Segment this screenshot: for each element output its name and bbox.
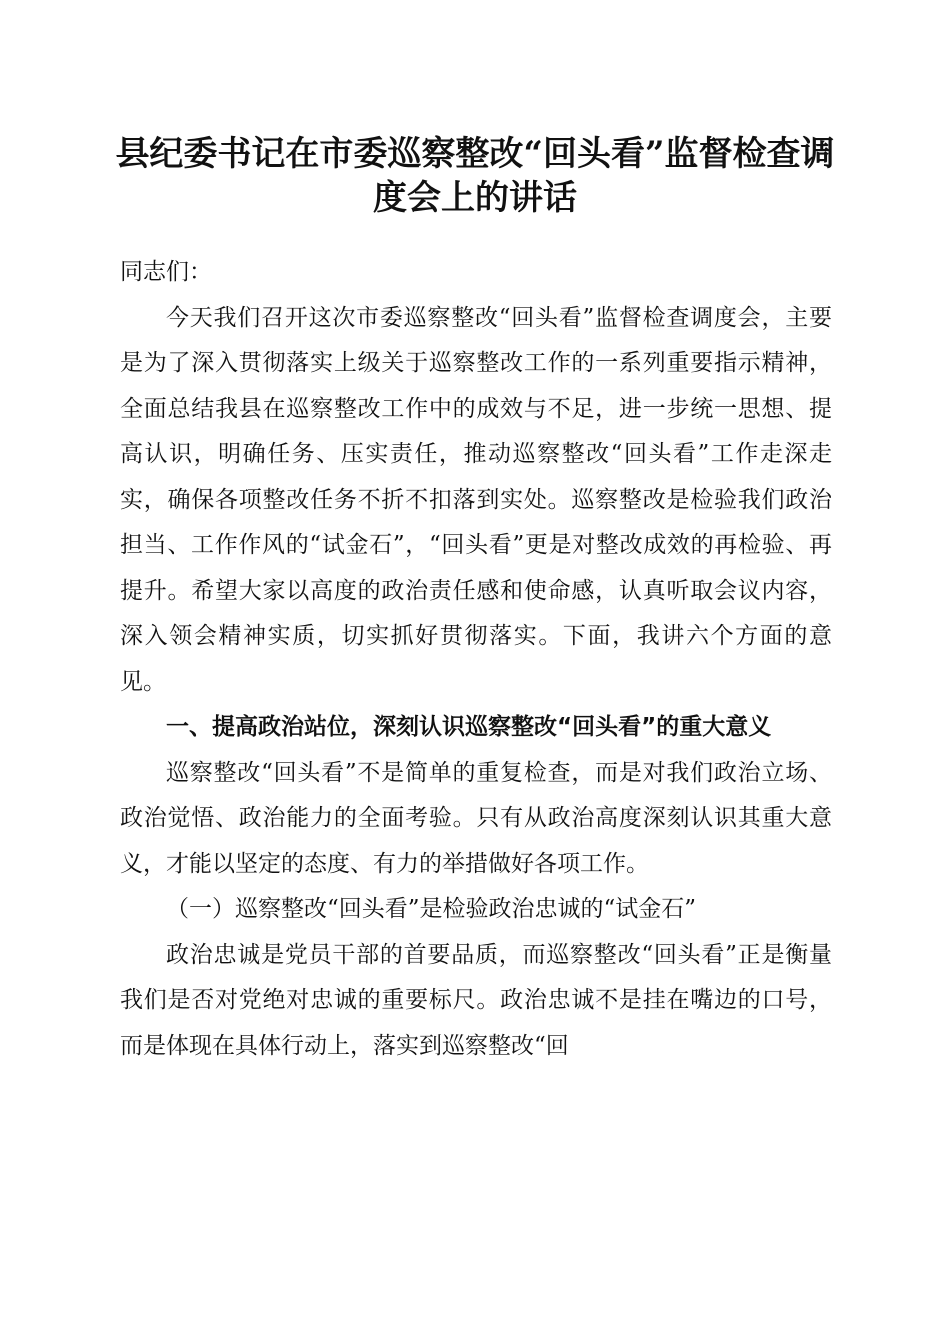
document-body bbox=[120, 250, 832, 1069]
section-heading-1: 一、提高政治站位，深刻认识巡察整改“回头看”的重大意义 bbox=[166, 714, 772, 740]
subsection-heading-1: （一）巡察整改“回头看”是检验政治忠诚的“试金石” bbox=[166, 896, 697, 922]
salutation: 同志们： bbox=[120, 259, 212, 285]
document-title: 县纪委书记在市委巡察整改“回头看”监督检查调度会上的讲话 bbox=[115, 134, 835, 218]
subsection-1-paragraph: 政治忠诚是党员干部的首要品质，而巡察整改“回头看”正是衡量我们是否对党绝对忠诚的重要标尺。政治忠诚不是挂在嘴边的口号，而是体现在具体行动上，落实到巡察整改“回 bbox=[120, 941, 832, 1059]
intro-paragraph: 今天我们召开这次市委巡察整改“回头看”监督检查调度会，主要是为了深入贯彻落实上级关于巡察整改工作的一系列重要指示精神，全面总结我县在巡察整改工作中的成效与不足，进一步统一思想、提高认识，明确任务、压实责任，推动巡察整改“回头看”工作走深走实，确保各项整改任务不折不扣落到实处。巡察整改是检验我们政治担当、工作作风的“试金石”，“回头看”更是对整改成效的再检验、再提升。希望大家以高度的政治责任感和使命感，认真听取会议内容，深入领会精神实质，切实抓好贯彻落实。下面，我讲六个方面的意见。 bbox=[120, 304, 832, 695]
section-1-paragraph: 巡察整改“回头看”不是简单的重复检查，而是对我们政治立场、政治觉悟、政治能力的全面考验。只有从政治高度深刻认识其重大意义，才能以坚定的态度、有力的举措做好各项工作。 bbox=[120, 759, 832, 877]
